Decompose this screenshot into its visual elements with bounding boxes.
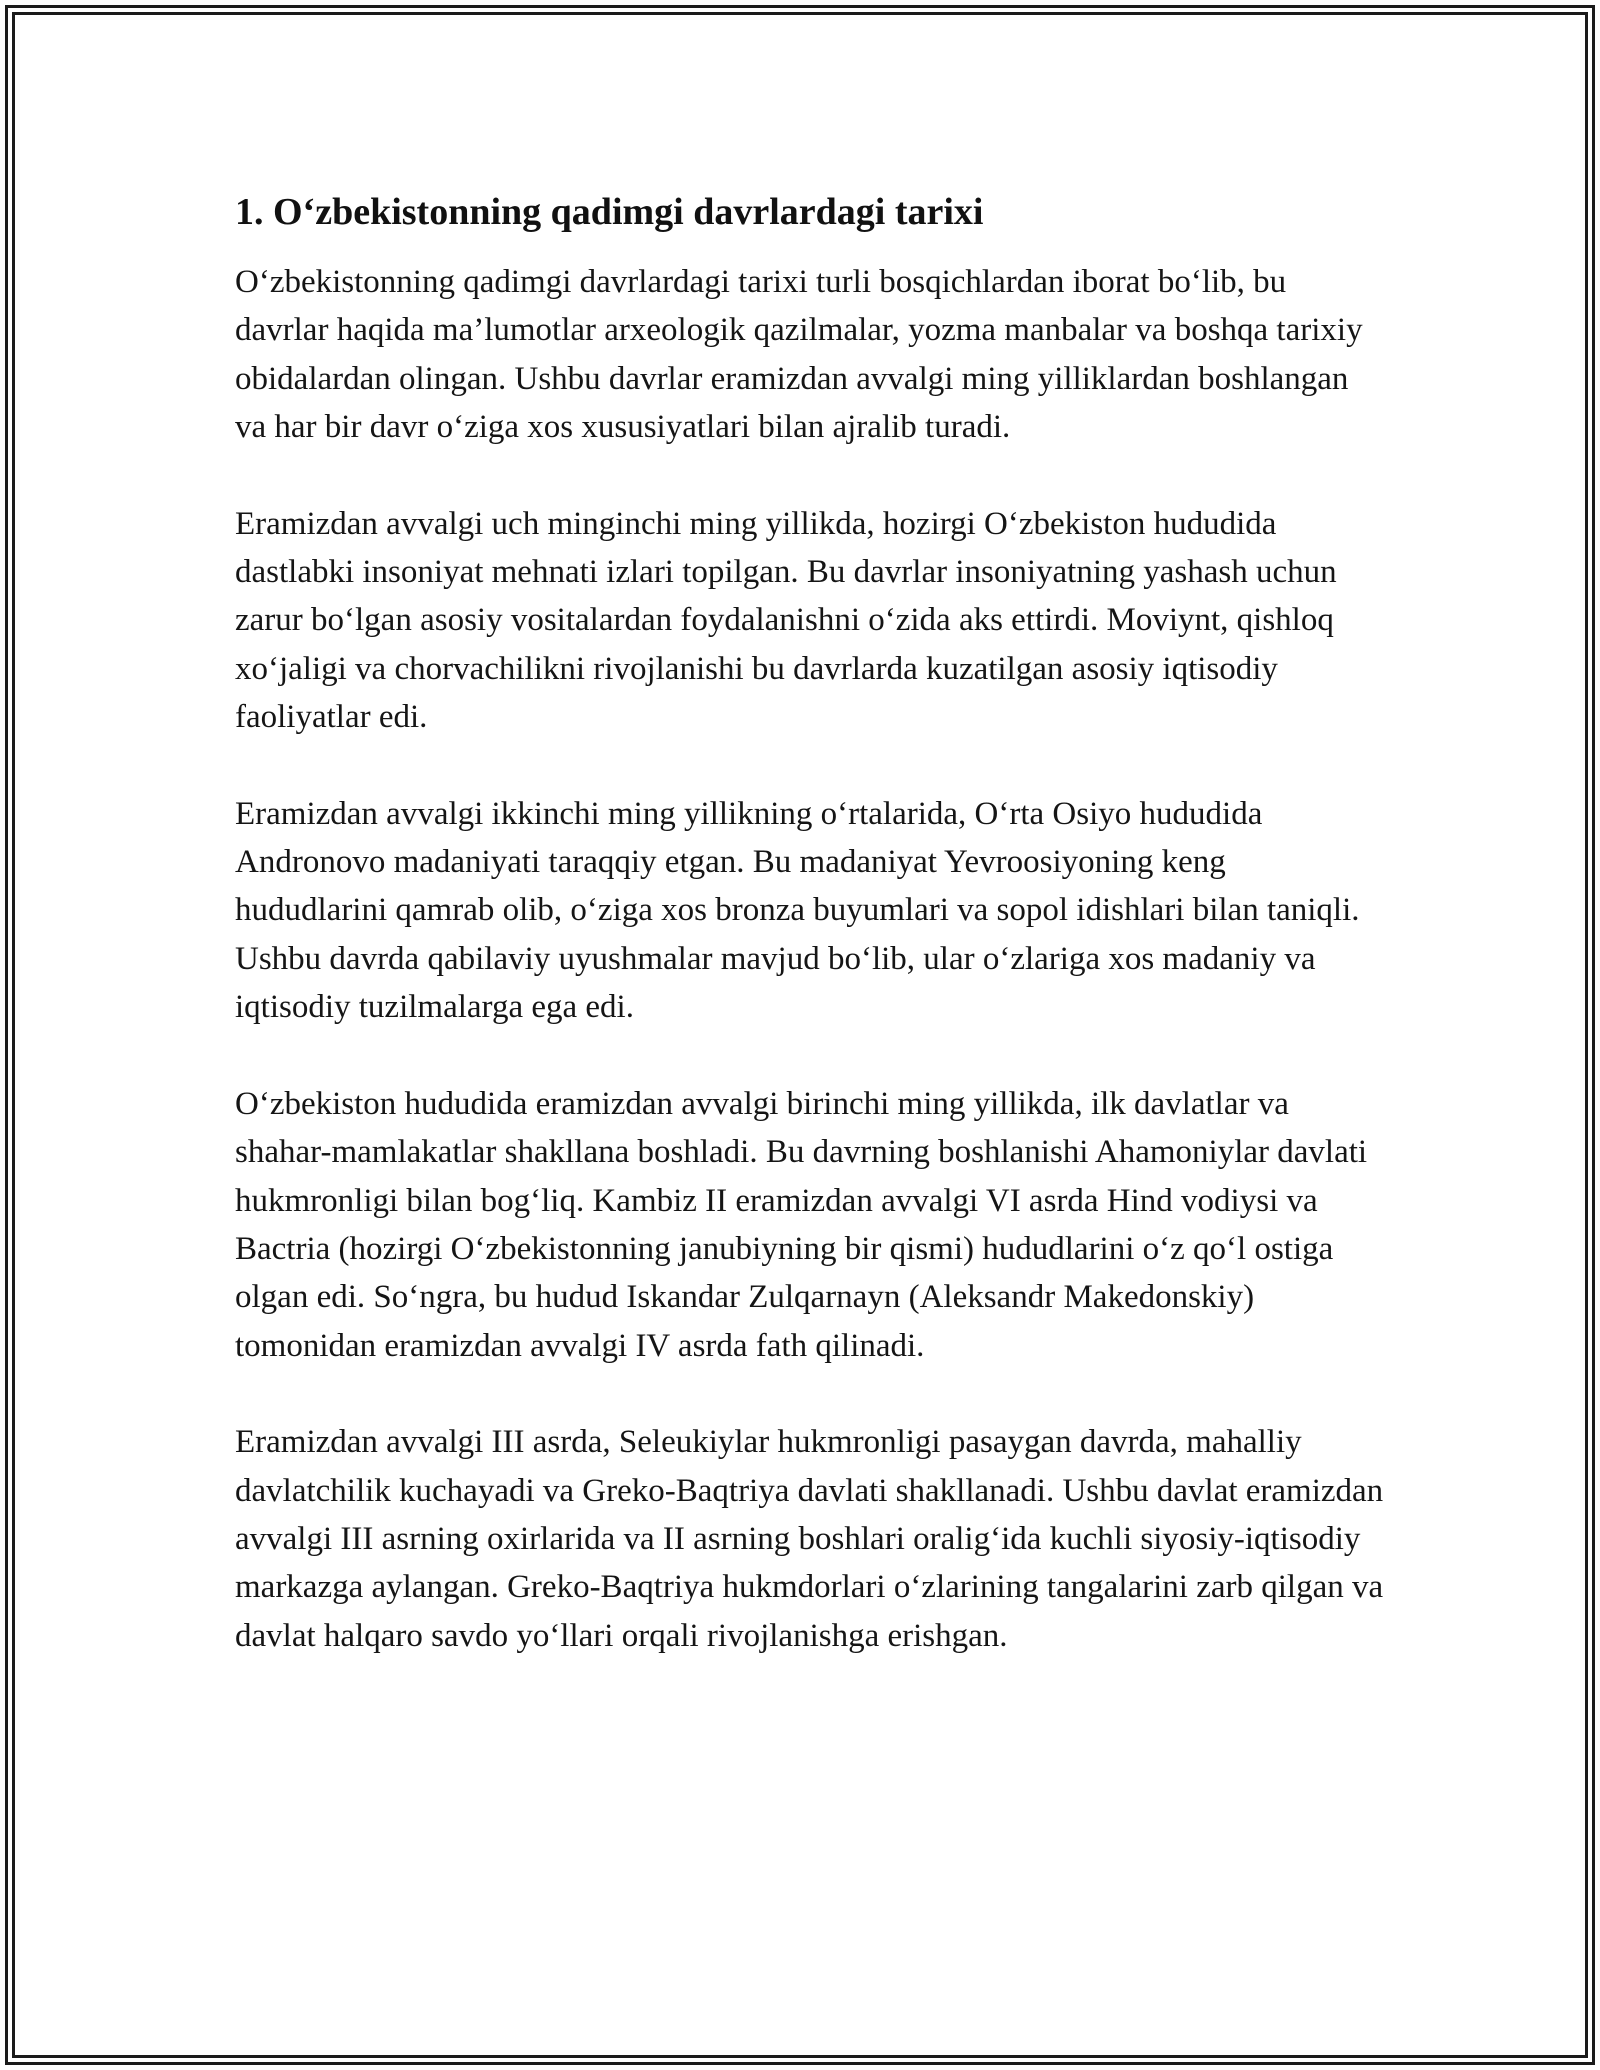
paragraph-greco-bactria: Eramizdan avvalgi III asrda, Seleukiylar hukmronligi pasaygan davrda, mahalliy davlatchilik kuchayadi va Greko-Baqtriya davlati shakllanadi. Ushbu davlat eramizdan avvalgi III asrning oxirlarida va II asrning boshlari oralig‘ida kuchli siyosiy-iqtisodiy markazga aylangan. Greko-Baqtriya hukmdorlari o‘zlarining tangalarini zarb qilgan va davlat halqaro savdo yo‘llari orqali rivojlanishga erishgan. [235,1424,1384,1654]
paragraph-intro: O‘zbekistonning qadimgi davrlardagi tarixi turli bosqichlardan iborat bo‘lib, bu davrlar haqida ma’lumotlar arxeologik qazilmalar, yozma manbalar va boshqa tarixiy obidalardan olingan. Ushbu davrlar eramizdan avvalgi ming yilliklardan boshlangan va har bir davr o‘ziga xos xususiyatlari bilan ajralib turadi. [235,264,1363,446]
paragraph-andronovo: Eramizdan avvalgi ikkinchi ming yillikning o‘rtalarida, O‘rta Osiyo hududida Andronovo madaniyati taraqqiy etgan. Bu madaniyat Yevroosiyoning keng hududlarini qamrab olib, o‘ziga xos bronza buyumlari va sopol idishlari bilan taniqli. Ushbu davrda qabilaviy uyushmalar mavjud bo‘lib, ular o‘zlariga xos madaniy va iqtisodiy tuzilmalarga ega edi. [235,795,1360,1026]
section-heading: 1. O‘zbekistonning qadimgi davrlardagi tarixi [235,191,984,233]
document-body [235,186,1385,1708]
paragraph-first-states: O‘zbekiston hududida eramizdan avvalgi birinchi ming yillikda, ilk davlatlar va shahar-mamlakatlar shakllana boshladi. Bu davrning boshlanishi Ahamoniylar davlati hukmronligi bilan bog‘liq. Kambiz II eramizdan avvalgi VI asrda Hind vodiysi va Bactria (hozirgi O‘zbekistonning janubiyning bir qismi) hududlarini o‘z qo‘l ostiga olgan edi. So‘ngra, bu hudud Iskandar Zulqarnayn (Aleksandr Makedonskiy) tomonidan eramizdan avvalgi IV asrda fath qilinadi. [235,1085,1368,1364]
paragraph-third-millennium: Eramizdan avvalgi uch minginchi ming yillikda, hozirgi O‘zbekiston hududida dastlabki insoniyat mehnati izlari topilgan. Bu davrlar insoniyatning yashash uchun zarur bo‘lgan asosiy vositalardan foydalanishni o‘zida aks ettirdi. Moviynt, qishloq xo‘jaligi va chorvachilikni rivojlanishi bu davrlarda kuzatilgan asosiy iqtisodiy faoliyatlar edi. [235,505,1337,736]
